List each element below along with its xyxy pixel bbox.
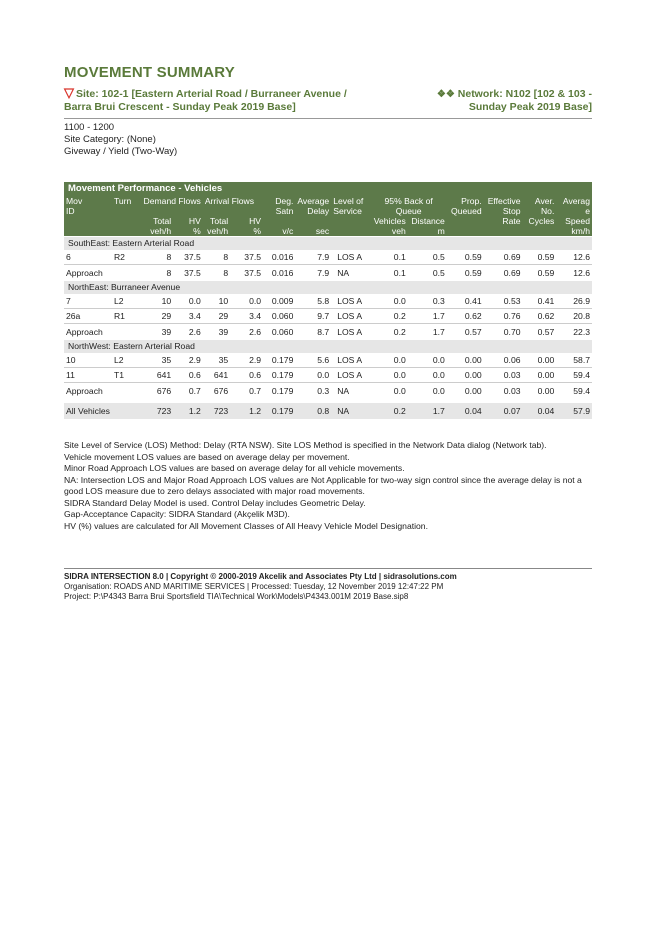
table-cell: 1.7: [408, 324, 447, 341]
table-cell: 59.4: [556, 383, 592, 400]
network-line2: Sunday Peak 2019 Base]: [468, 101, 592, 113]
table-cell: 2.6: [230, 324, 263, 341]
movement-performance-table: [64, 182, 592, 419]
table-cell: Approach: [64, 383, 112, 400]
table-cell: 1.2: [173, 403, 203, 419]
table-cell: 0.03: [484, 368, 523, 383]
note-1: Site Level of Service (LOS) Method: Delay (RTA NSW). Site LOS Method is specified in the Network Data dialog (Network tab).: [64, 440, 547, 450]
table-body: [64, 237, 592, 420]
table-cell: LOS A: [331, 250, 370, 265]
table-cell: 0.2: [370, 309, 407, 324]
table-cell: 0.6: [230, 368, 263, 383]
table-cell: 0.00: [447, 353, 484, 368]
col-back-of-queue: 95% Back of: [384, 196, 433, 206]
table-cell: 0.0: [173, 294, 203, 309]
table-cell: 11: [64, 368, 112, 383]
table-cell: 676: [142, 383, 174, 400]
approach-row: [64, 383, 592, 400]
table-cell: 0.62: [523, 309, 557, 324]
network-heading: [412, 88, 592, 114]
table-cell: 10: [203, 294, 230, 309]
network-icon: ❖❖: [436, 89, 455, 100]
table-cell: 0.060: [263, 309, 295, 324]
header-id: ID: [66, 206, 75, 216]
table-header: [64, 196, 592, 237]
section-header: [64, 237, 592, 251]
table-cell: 10: [64, 353, 112, 368]
table-row: [64, 368, 592, 383]
table-cell: 0.5: [408, 250, 447, 265]
table-cell: 0.060: [263, 324, 295, 341]
table-cell: 0.00: [447, 383, 484, 400]
col-turn: Turn: [113, 196, 132, 206]
table-cell: 0.0: [370, 353, 407, 368]
unit-demand-total: veh/h: [150, 226, 172, 236]
header-no: No.: [540, 206, 555, 216]
performance-table: [64, 196, 592, 419]
table-cell: [112, 265, 142, 282]
table-cell: 1.2: [230, 403, 263, 419]
approach-row: [64, 265, 592, 282]
section-name: NorthEast: Burraneer Avenue: [64, 281, 592, 294]
table-cell: 0.69: [484, 265, 523, 282]
header-queued: Queued: [451, 206, 482, 216]
table-cell: [112, 383, 142, 400]
unit-distance: m: [437, 226, 445, 236]
table-cell: 0.016: [263, 265, 295, 282]
table-cell: 29: [203, 309, 230, 324]
table-cell: 1.7: [408, 309, 447, 324]
footer-project: Project: P:\P4343 Barra Brui Sportsfield TIA\Technical Work\Models\P4343.001M 2019 Base.sip8: [64, 592, 409, 601]
table-cell: 0.00: [447, 368, 484, 383]
table-cell: 641: [142, 368, 174, 383]
table-cell: LOS A: [331, 324, 370, 341]
site-category: Site Category: (None): [64, 134, 156, 145]
yield-triangle-icon: ▽: [64, 85, 74, 100]
col-prop-queued: Prop.: [461, 196, 482, 206]
table-cell: 0.0: [230, 294, 263, 309]
table-cell: 0.2: [370, 403, 407, 419]
table-cell: 8.7: [295, 324, 331, 341]
table-cell: 0.69: [484, 250, 523, 265]
all-vehicles-row: [64, 403, 592, 419]
table-cell: 35: [142, 353, 174, 368]
note-7: HV (%) values are calculated for All Movement Classes of All Heavy Vehicle Model Designation.: [64, 520, 428, 531]
table-cell: Approach: [64, 324, 112, 341]
table-cell: 39: [203, 324, 230, 341]
table-cell: 0.6: [173, 368, 203, 383]
note-2: Vehicle movement LOS values are based on average delay per movement.: [64, 451, 350, 462]
table-cell: 8: [203, 265, 230, 282]
table-cell: 0.76: [484, 309, 523, 324]
table-cell: 641: [203, 368, 230, 383]
header-satn: Satn: [275, 206, 294, 216]
table-cell: 8: [142, 250, 174, 265]
table-cell: 0.0: [370, 294, 407, 309]
col-mov: Mov: [66, 196, 83, 206]
note-6: Gap-Acceptance Capacity: SIDRA Standard (Akçelik M3D).: [64, 509, 290, 520]
table-cell: 6: [64, 250, 112, 265]
table-cell: 0.5: [408, 265, 447, 282]
table-cell: T1: [112, 368, 142, 383]
table-cell: 0.04: [523, 403, 557, 419]
table-cell: 35: [203, 353, 230, 368]
table-cell: 0.179: [263, 383, 295, 400]
note-5: SIDRA Standard Delay Model is used. Control Delay includes Geometric Delay.: [64, 497, 366, 508]
table-cell: 0.41: [447, 294, 484, 309]
table-cell: All Vehicles: [64, 403, 112, 419]
table-cell: [112, 324, 142, 341]
section-header: [64, 281, 592, 294]
table-cell: 7.9: [295, 250, 331, 265]
header-demand-hv: HV: [188, 216, 201, 226]
table-cell: 0.70: [484, 324, 523, 341]
table-cell: 0.7: [230, 383, 263, 400]
site-heading: [64, 86, 394, 114]
unit-demand-hv: %: [193, 226, 201, 236]
unit-arrival-hv: %: [253, 226, 262, 236]
table-cell: LOS A: [331, 294, 370, 309]
time-period: 1100 - 1200: [64, 122, 115, 133]
table-cell: 0.59: [523, 265, 557, 282]
table-cell: 26a: [64, 309, 112, 324]
table-cell: 0.59: [523, 250, 557, 265]
header-speed-suffix: e: [585, 206, 590, 216]
table-cell: 37.5: [173, 250, 203, 265]
table-cell: 0.8: [295, 403, 331, 419]
table-cell: 0.03: [484, 383, 523, 400]
col-avg-delay: Average: [297, 196, 330, 206]
table-cell: LOS A: [331, 309, 370, 324]
page-title: MOVEMENT SUMMARY: [64, 64, 235, 81]
table-cell: NA: [331, 403, 370, 419]
section-name: NorthWest: Eastern Arterial Road: [64, 340, 592, 353]
table-cell: 37.5: [173, 265, 203, 282]
table-row: [64, 294, 592, 309]
footer: [64, 572, 457, 602]
unit-satn: v/c: [282, 226, 294, 236]
header-speed: Speed: [565, 216, 590, 226]
footer-divider: [64, 568, 592, 569]
table-cell: 723: [142, 403, 174, 419]
table-cell: LOS A: [331, 353, 370, 368]
table-cell: 5.8: [295, 294, 331, 309]
footer-copyright: SIDRA INTERSECTION 8.0 | Copyright © 2000-2019 Akcelik and Associates Pty Ltd | sidrasolutions.com: [64, 572, 457, 581]
table-cell: 0.59: [447, 265, 484, 282]
table-cell: 0.016: [263, 250, 295, 265]
table-cell: 0.0: [408, 353, 447, 368]
table-cell: 0.3: [408, 294, 447, 309]
header-service: Service: [333, 206, 362, 216]
col-aver-no: Aver.: [534, 196, 555, 206]
header-cycles: Cycles: [528, 216, 555, 226]
table-cell: R1: [112, 309, 142, 324]
table-cell: 0.00: [523, 383, 557, 400]
table-cell: 8: [142, 265, 174, 282]
table-cell: 10: [142, 294, 174, 309]
table-cell: 37.5: [230, 250, 263, 265]
header-distance: Distance: [411, 216, 445, 226]
table-cell: 0.7: [173, 383, 203, 400]
table-cell: 0.1: [370, 250, 407, 265]
table-cell: 0.41: [523, 294, 557, 309]
footer-organisation: Organisation: ROADS AND MARITIME SERVICES | Processed: Tuesday, 12 November 2019 12:47:22 PM: [64, 582, 444, 591]
table-cell: 58.7: [556, 353, 592, 368]
table-cell: 0.009: [263, 294, 295, 309]
table-cell: 0.0: [370, 383, 407, 400]
table-cell: 0.57: [523, 324, 557, 341]
col-effective-stop: Effective: [487, 196, 521, 206]
approach-row: [64, 324, 592, 341]
table-cell: 2.6: [173, 324, 203, 341]
table-cell: 59.4: [556, 368, 592, 383]
unit-arrival-total: veh/h: [207, 226, 229, 236]
table-cell: 0.62: [447, 309, 484, 324]
site-line1: Site: 102-1 [Eastern Arterial Road / Burraneer Avenue /: [76, 88, 347, 100]
col-avg-speed: Averag: [562, 196, 590, 206]
header-divider: [64, 118, 592, 119]
table-cell: 1.7: [408, 403, 447, 419]
table-cell: 0.2: [370, 324, 407, 341]
table-cell: L2: [112, 294, 142, 309]
header-stop: Stop: [502, 206, 521, 216]
table-row: [64, 309, 592, 324]
site-meta: [64, 122, 177, 158]
col-los: Level of: [333, 196, 364, 206]
section-name: SouthEast: Eastern Arterial Road: [64, 237, 592, 251]
table-cell: L2: [112, 353, 142, 368]
header-arrival-total: Total: [210, 216, 229, 226]
header-vehicles: Vehicles: [373, 216, 406, 226]
table-cell: 0.57: [447, 324, 484, 341]
table-cell: 8: [203, 250, 230, 265]
header-rate: Rate: [502, 216, 521, 226]
table-cell: 9.7: [295, 309, 331, 324]
table-cell: 22.3: [556, 324, 592, 341]
table-cell: 39: [142, 324, 174, 341]
table-cell: 2.9: [230, 353, 263, 368]
table-cell: LOS A: [331, 368, 370, 383]
table-cell: 0.179: [263, 368, 295, 383]
table-row: [64, 250, 592, 265]
table-cell: 0.04: [447, 403, 484, 419]
header-arrival-hv: HV: [249, 216, 262, 226]
table-cell: NA: [331, 383, 370, 400]
table-cell: 0.0: [408, 368, 447, 383]
table-cell: 0.3: [295, 383, 331, 400]
table-cell: 0.1: [370, 265, 407, 282]
unit-vehicles: veh: [391, 226, 406, 236]
notes: [64, 440, 592, 532]
table-cell: 37.5: [230, 265, 263, 282]
control-type: Giveway / Yield (Two-Way): [64, 146, 178, 157]
table-cell: 20.8: [556, 309, 592, 324]
table-cell: 3.4: [230, 309, 263, 324]
network-line1: Network: N102 [102 & 103 -: [457, 88, 592, 100]
col-arrival-flows: Arrival Flows: [204, 196, 255, 206]
table-cell: 7: [64, 294, 112, 309]
table-cell: 723: [203, 403, 230, 419]
table-cell: 676: [203, 383, 230, 400]
table-cell: 26.9: [556, 294, 592, 309]
table-title: Movement Performance - Vehicles: [64, 182, 592, 196]
table-cell: 2.9: [173, 353, 203, 368]
table-cell: NA: [331, 265, 370, 282]
header-demand-total: Total: [153, 216, 172, 226]
table-cell: 0.179: [263, 353, 295, 368]
unit-speed: km/h: [571, 226, 590, 236]
table-cell: 0.06: [484, 353, 523, 368]
note-4: NA: Intersection LOS and Major Road Approach LOS values are Not Applicable for two-way sign control since the average delay is not a good LOS measure due to zero delays associated with major road movements.: [64, 474, 582, 496]
table-cell: 5.6: [295, 353, 331, 368]
table-cell: 0.00: [523, 368, 557, 383]
table-cell: 7.9: [295, 265, 331, 282]
table-cell: 0.59: [447, 250, 484, 265]
table-cell: 0.53: [484, 294, 523, 309]
header-queue: Queue: [395, 206, 422, 216]
section-header: [64, 340, 592, 353]
table-cell: R2: [112, 250, 142, 265]
site-line2: Barra Brui Crescent - Sunday Peak 2019 Base]: [64, 101, 296, 113]
note-3: Minor Road Approach LOS values are based on average delay for all vehicle movements.: [64, 463, 405, 474]
table-cell: 0.0: [370, 368, 407, 383]
table-cell: 0.0: [408, 383, 447, 400]
table-cell: 0.07: [484, 403, 523, 419]
table-row: [64, 353, 592, 368]
col-deg-satn: Deg.: [275, 196, 294, 206]
table-cell: 57.9: [556, 403, 592, 419]
table-cell: Approach: [64, 265, 112, 282]
header-delay: Delay: [307, 206, 330, 216]
table-cell: 12.6: [556, 250, 592, 265]
table-cell: 0.0: [295, 368, 331, 383]
table-cell: 0.179: [263, 403, 295, 419]
table-cell: 12.6: [556, 265, 592, 282]
table-cell: 29: [142, 309, 174, 324]
table-cell: [112, 403, 142, 419]
table-cell: 0.00: [523, 353, 557, 368]
unit-delay: sec: [315, 226, 330, 236]
col-demand-flows: Demand Flows: [143, 196, 201, 206]
table-cell: 3.4: [173, 309, 203, 324]
